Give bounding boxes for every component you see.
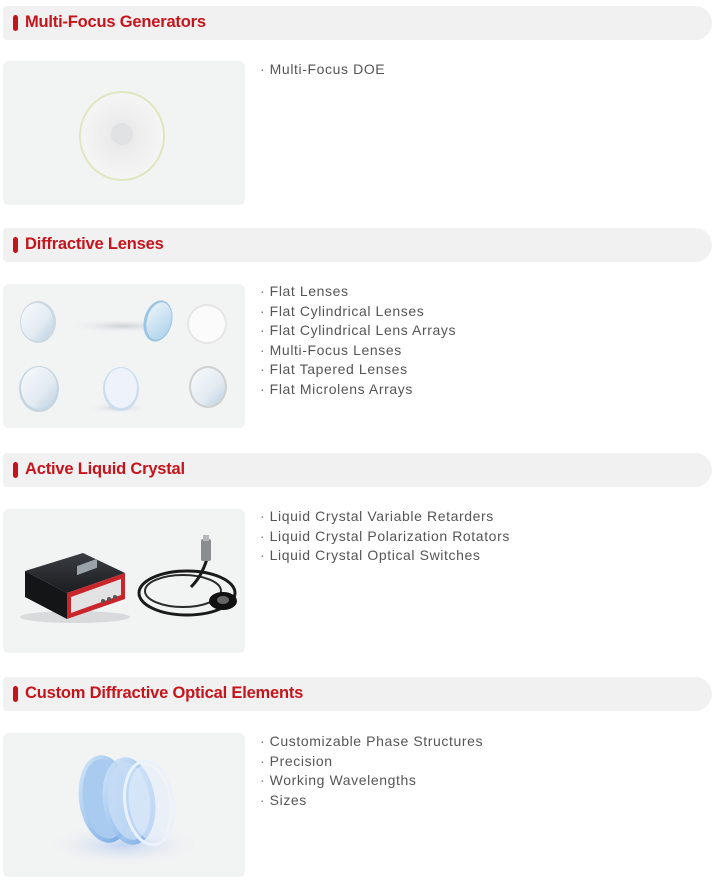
bullet: · xyxy=(260,380,265,397)
list-item-label: Flat Microlens Arrays xyxy=(269,380,413,397)
product-list xyxy=(260,282,456,399)
bullet: · xyxy=(260,791,265,808)
list-item-label: Flat Lenses xyxy=(269,283,349,299)
list-item[interactable] xyxy=(260,527,510,547)
list-item[interactable] xyxy=(260,752,483,772)
header-accent-bar xyxy=(13,462,18,478)
header-accent-bar xyxy=(13,15,18,31)
header-accent-bar xyxy=(13,686,18,702)
product-image-flat-lenses[interactable] xyxy=(3,284,245,428)
list-item-label: Flat Cylindrical Lenses xyxy=(269,302,425,319)
bullet: · xyxy=(260,508,265,524)
bullet: · xyxy=(260,547,265,563)
list-item[interactable] xyxy=(260,791,483,811)
bullet: · xyxy=(260,752,265,769)
list-item[interactable] xyxy=(260,732,483,752)
section-header xyxy=(3,453,712,487)
bullet: · xyxy=(260,302,265,319)
list-item-label: Flat Cylindrical Lens Arrays xyxy=(269,322,457,338)
list-item[interactable] xyxy=(260,282,456,302)
product-image-liquid-crystal-controller[interactable] xyxy=(3,509,245,653)
list-item[interactable] xyxy=(260,302,456,322)
list-item[interactable] xyxy=(260,360,456,380)
header-accent-bar xyxy=(13,237,18,253)
bullet: · xyxy=(260,772,265,788)
list-item-label: Working Wavelengths xyxy=(269,772,417,788)
list-item[interactable] xyxy=(260,60,385,80)
bullet: · xyxy=(260,733,265,749)
bullet: · xyxy=(260,361,265,377)
bullet: · xyxy=(260,341,265,358)
section-title[interactable]: Multi-Focus Generators xyxy=(25,13,206,31)
list-item-label: Sizes xyxy=(269,791,307,808)
list-item-label: Customizable Phase Structures xyxy=(269,733,484,749)
bullet: · xyxy=(260,322,265,338)
list-item-label: Liquid Crystal Variable Retarders xyxy=(269,508,494,524)
list-item-label: Liquid Crystal Optical Switches xyxy=(269,547,481,563)
list-item-label: Multi-Focus Lenses xyxy=(269,341,402,358)
section-title[interactable]: Custom Diffractive Optical Elements xyxy=(25,684,304,702)
section-title[interactable]: Active Liquid Crystal xyxy=(25,460,185,478)
list-item[interactable] xyxy=(260,341,456,361)
product-image-custom-doe[interactable] xyxy=(3,733,245,877)
product-image-multi-focus-doe[interactable] xyxy=(3,61,245,205)
list-item[interactable] xyxy=(260,507,510,527)
product-list xyxy=(260,60,385,80)
section-header xyxy=(3,228,712,262)
product-list xyxy=(260,507,510,566)
list-item[interactable] xyxy=(260,546,510,566)
bullet: · xyxy=(260,61,265,77)
bullet: · xyxy=(260,283,265,299)
bullet: · xyxy=(260,527,265,544)
section-header xyxy=(3,677,712,711)
product-list xyxy=(260,732,483,810)
list-item-label: Precision xyxy=(269,752,333,769)
list-item[interactable] xyxy=(260,380,456,400)
section-header xyxy=(3,6,712,40)
list-item[interactable] xyxy=(260,771,483,791)
list-item-label: Multi-Focus DOE xyxy=(269,61,386,77)
list-item[interactable] xyxy=(260,321,456,341)
section-title[interactable]: Diffractive Lenses xyxy=(25,235,164,253)
list-item-label: Flat Tapered Lenses xyxy=(269,361,408,377)
list-item-label: Liquid Crystal Polarization Rotators xyxy=(269,527,510,544)
